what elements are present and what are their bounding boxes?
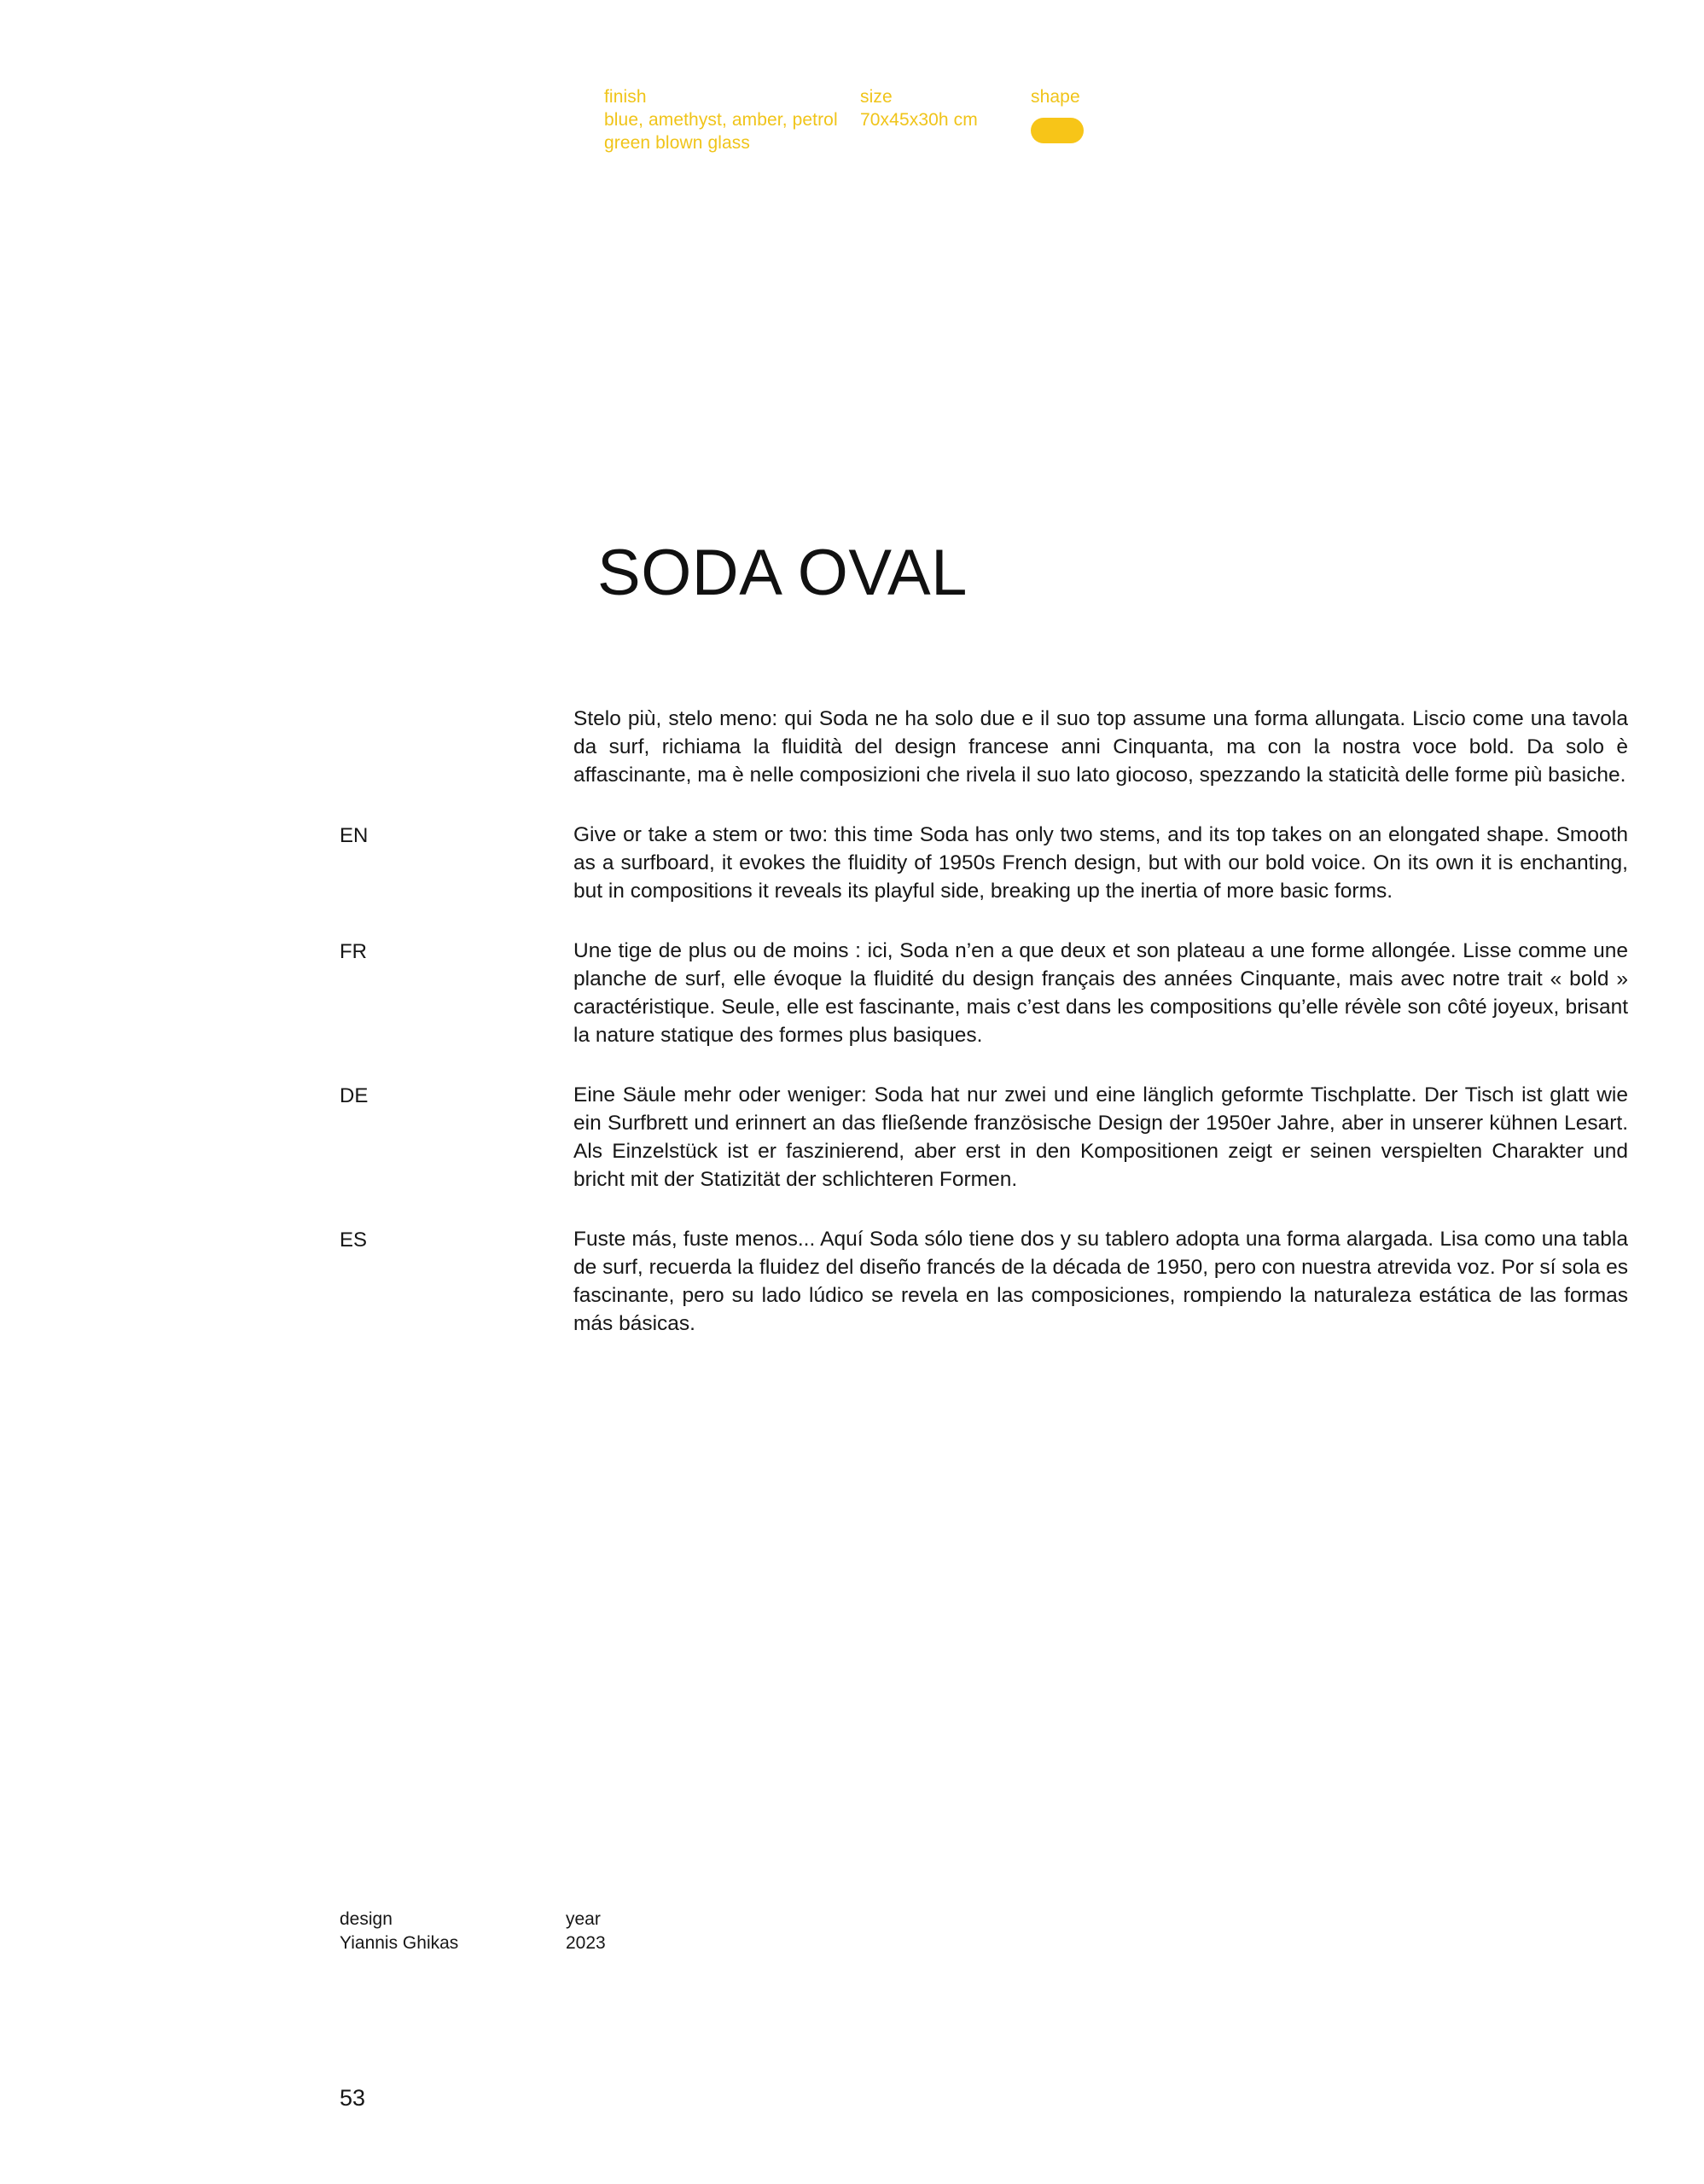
description-row-de [340,1081,1628,1194]
spec-finish-label: finish [604,87,647,107]
spec-finish-value: blue, amethyst, amber, petrol green blown glass [604,110,838,153]
language-code-de: DE [340,1084,369,1107]
spec-size-value: 70x45x30h cm [860,110,978,130]
language-code-it [340,705,573,789]
credit-year-label: year [566,1909,601,1929]
description-block [340,705,1628,1338]
description-text-de: Eine Säule mehr oder weniger: Soda hat nur zwei und eine länglich geformte Tischplatte. Der Tisch ist glatt wie ein Surfbrett und erinnert an das fließende französische Design der 1950er Jahre, aber in unserer kühnen Lesart. Als Einzelstück ist er faszinierend, aber erst in den Kompositionen zeigt er seinen verspielten Charakter und bricht mit der Statizität der schlichteren Formen. [573,1083,1628,1191]
description-row-it [340,705,1628,789]
description-row-es [340,1225,1628,1338]
description-row-fr [340,937,1628,1049]
product-spec-row [604,85,1628,154]
language-code-fr: FR [340,940,367,963]
page-number: 53 [340,2085,366,2111]
spec-size-label: size [860,87,893,107]
description-row-en [340,821,1628,905]
credit-design-value: Yiannis Ghikas [340,1933,459,1953]
spec-finish [604,85,860,154]
credit-design-label: design [340,1909,393,1929]
language-code-en: EN [340,824,369,847]
spec-shape [1031,85,1167,143]
credit-year-value: 2023 [566,1933,606,1953]
description-text-it: Stelo più, stelo meno: qui Soda ne ha solo due e il suo top assume una forma allungata. Liscio come una tavola da surf, richiama la fluidità del design francese anni Cinquanta, ma con la nostra voce bold. Da solo è affascinante, ma è nelle composizioni che rivela il suo lato giocoso, spezzando la staticità delle forme più basiche. [573,707,1628,787]
credit-year [566,1908,792,1955]
spec-shape-label: shape [1031,87,1080,107]
description-text-en: Give or take a stem or two: this time Soda has only two stems, and its top takes on an elongated shape. Smooth as a surfboard, it evokes the fluidity of 1950s French design, but with our bold voice. On its own it is enchanting, but in compositions it reveals its playful side, breaking up the inertia of more basic forms. [573,823,1628,903]
credit-design [340,1908,566,1955]
spec-size [860,85,1031,131]
oval-pill-swatch-icon [1031,118,1084,143]
language-code-es: ES [340,1228,368,1252]
description-text-es: Fuste más, fuste menos... Aquí Soda sólo tiene dos y su tablero adopta una forma alargada. Lisa como una tabla de surf, recuerda la fluidez del diseño francés de la década de 1950, pero con nuestra atrevida voz. Por sí sola es fascinante, pero su lado lúdico se revela en las composiciones, rompiendo la naturaleza estática de las formas más básicas. [573,1228,1628,1335]
page-title: SODA OVAL [597,536,968,609]
description-text-fr: Une tige de plus ou de moins : ici, Soda n’en a que deux et son plateau a une forme allongée. Lisse comme une planche de surf, elle évoque la fluidité du design français des années Cinquante, mais avec notre trait « bold » caractéristique. Seule, elle est fascinante, mais c’est dans les compositions qu’elle révèle son côté joyeux, brisant la nature statique des formes plus basiques. [573,939,1628,1047]
credits-block [340,1908,792,1955]
